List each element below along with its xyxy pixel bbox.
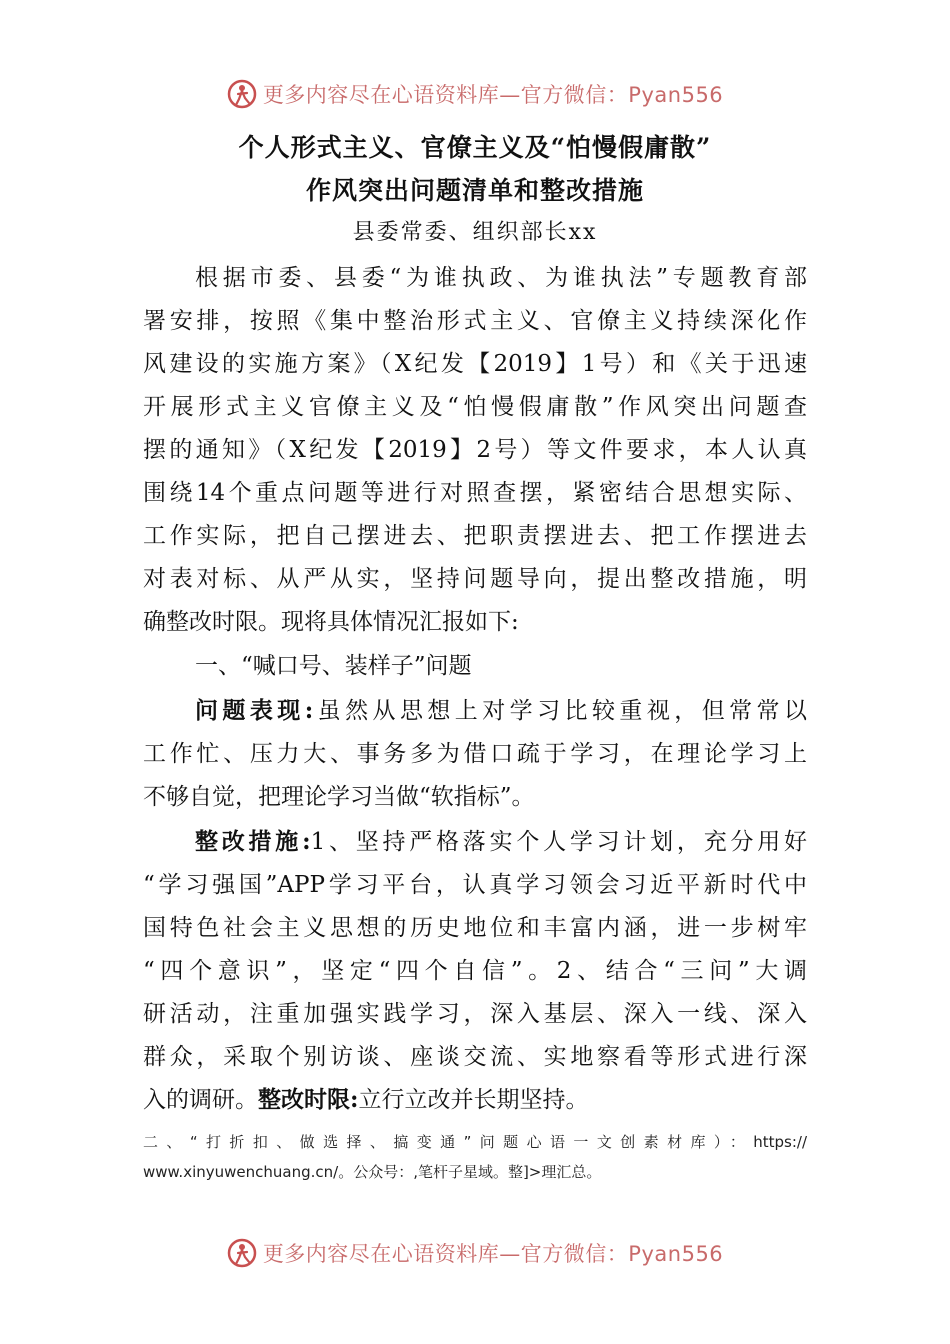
- measure-first-line: [195, 824, 807, 860]
- document-title-line1: 个人形式主义、官僚主义及“怕慢假庸散”: [238, 133, 712, 162]
- watermark-text: 更多内容尽在心语资料库—官方微信：Pyan556: [262, 1242, 724, 1266]
- intro-line: 风建设的实施方案》（X纪发【2019】1号）和《关于迅速: [143, 351, 807, 377]
- footer-source-line: www.xinyuwenchuang.cn/。公众号：,笔杆子星域。整]>理汇总。: [143, 1163, 602, 1181]
- intro-line: 摆的通知》（X纪发【2019】2号）等文件要求，本人认真: [143, 437, 807, 463]
- watermark-logo-icon: [227, 1238, 257, 1268]
- problem-label: 问题表现:: [195, 697, 314, 724]
- intro-line: 署安排，按照《集中整治形式主义、官僚主义持续深化作: [143, 308, 807, 334]
- measure-line: 国特色社会主义思想的历史地位和丰富内涵，进一步树牢: [143, 915, 807, 941]
- measure-label: 整改措施:: [195, 828, 311, 855]
- intro-line: 对表对标、从严从实，坚持问题导向，提出整改措施，明: [143, 566, 807, 592]
- intro-line: 根据市委、县委“为谁执政、为谁执法”专题教育部: [195, 265, 807, 291]
- problem-line: 不够自觉，把理论学习当做“软指标”。: [143, 784, 535, 810]
- footer-source-line: 二、“打折扣、做选择、搞变通”问题心语一文创素材库）：https://: [143, 1133, 807, 1151]
- watermark-logo-icon: [227, 79, 257, 109]
- intro-line: 开展形式主义官僚主义及“怕慢假庸散”作风突出问题查: [143, 394, 807, 420]
- problem-line: 工作忙、压力大、事务多为借口疏于学习，在理论学习上: [143, 741, 807, 767]
- deadline-label: 整改时限:: [258, 1086, 359, 1113]
- watermark-text: 更多内容尽在心语资料库—官方微信：Pyan556: [262, 83, 724, 107]
- intro-line: 确整改时限。现将具体情况汇报如下:: [143, 609, 519, 635]
- problem-text: 虽然从思想上对学习比较重视，但常常以: [313, 698, 807, 724]
- measure-line: 群众，采取个别访谈、座谈交流、实地察看等形式进行深: [143, 1044, 807, 1070]
- measure-line: 研活动，注重加强实践学习，深入基层、深入一线、深入: [143, 1001, 807, 1027]
- measure-line: “四个意识”，坚定“四个自信”。2、结合“三问”大调: [143, 958, 807, 984]
- problem-first-line: [195, 693, 807, 729]
- intro-line: 围绕14个重点问题等进行对照查摆，紧密结合思想实际、: [143, 480, 807, 506]
- deadline-text: 立行立改并长期坚持。: [358, 1087, 589, 1113]
- footer-watermark: [0, 1233, 950, 1273]
- document-author: 县委常委、组织部长xx: [352, 220, 598, 245]
- measure-line: “学习强国”APP学习平台，认真学习领会习近平新时代中: [143, 872, 807, 898]
- measure-text: 1、坚持严格落实个人学习计划，充分用好: [310, 829, 807, 855]
- measure-last-line: [143, 1082, 807, 1118]
- measure-text: 入的调研。: [143, 1087, 258, 1113]
- document-title-line2: 作风突出问题清单和整改措施: [305, 176, 644, 205]
- section-heading: 一、“喊口号、装样子”问题: [195, 653, 472, 679]
- intro-line: 工作实际，把自己摆进去、把职责摆进去、把工作摆进去: [143, 523, 807, 549]
- header-watermark: [0, 74, 950, 114]
